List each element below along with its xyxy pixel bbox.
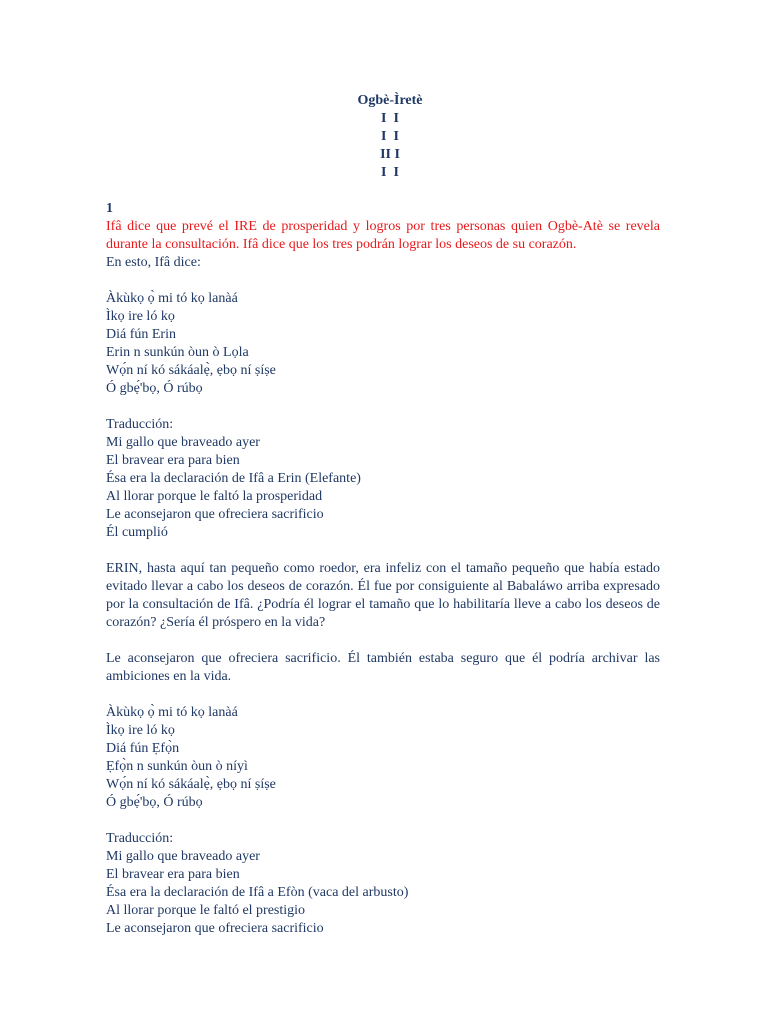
verse-line: Ó gbẹ́'bọ, Ó rúbọ: [106, 795, 203, 810]
translation-line: Mi gallo que braveado ayer: [106, 435, 260, 450]
translation-line: El bravear era para bien: [106, 867, 240, 882]
odu-mark-line: II I: [380, 147, 400, 162]
odu-title: Ogbè-Ìretè: [357, 93, 423, 108]
verse-line: Ó gbẹ́'bọ, Ó rúbọ: [106, 381, 203, 396]
verse-line: Diá fún Ẹfọ̀n: [106, 741, 180, 756]
narrative-paragraph: ERIN, hasta aquí tan pequeño como roedor, era infeliz con el tamaño pequeño que había estado evitado llevar a cabo los deseos de corazón. Él fue por consiguiente al Babaláwo arriba expresado por la consultación de Ifâ. ¿Podría él lograr el tamaño que lo habilitaría lleve a cabo los deseos de corazón? ¿Sería él próspero en la vida?: [106, 561, 660, 630]
translation-line: Al llorar porque le faltó el prestigio: [106, 903, 306, 918]
translation-label: Traducción:: [106, 831, 174, 846]
translation-label: Traducción:: [106, 417, 174, 432]
intro-paragraph: Ifâ dice que prevé el IRE de prosperidad y logros por tres personas quien Ogbè-Atè se revela durante la consultación. Ifâ dice que los tres podrán lograr los deseos de su corazón.: [106, 219, 660, 252]
translation-line: Le aconsejaron que ofreciera sacrificio: [106, 507, 324, 522]
verse-block-2: [106, 704, 660, 812]
translation-line: El bravear era para bien: [106, 453, 240, 468]
verse-line: Wọ́n ní kó sákáalẹ̀, ẹbọ ní ṣíṣe: [106, 777, 276, 792]
verse-line: Ìkọ ire ló kọ: [106, 309, 175, 324]
odu-mark-line: I I: [381, 111, 399, 126]
odu-header: [0, 92, 768, 182]
intro-lead-in: En esto, Ifâ dice:: [106, 255, 201, 270]
document-body: [106, 200, 660, 938]
verse-block-1: [106, 290, 660, 398]
verse-line: Diá fún Erin: [106, 327, 176, 342]
translation-line: Él cumplió: [106, 525, 168, 540]
verse-line: Ìkọ ire ló kọ: [106, 723, 175, 738]
narrative-paragraph: Le aconsejaron que ofreciera sacrificio. Él también estaba seguro que él podría archivar las ambiciones en la vida.: [106, 651, 660, 684]
translation-line: Ésa era la declaración de Ifâ a Erin (Elefante): [106, 471, 361, 486]
odu-mark-line: I I: [381, 165, 399, 180]
verse-line: Ẹfọ̀n n sunkún òun ò níyì: [106, 759, 248, 774]
translation-line: Le aconsejaron que ofreciera sacrificio: [106, 921, 324, 936]
translation-line: Al llorar porque le faltó la prosperidad: [106, 489, 323, 504]
translation-block-1: [106, 416, 660, 542]
translation-block-2: [106, 830, 660, 938]
section-number: 1: [106, 201, 113, 216]
translation-line: Mi gallo que braveado ayer: [106, 849, 260, 864]
verse-line: Erin n sunkún òun ò Lọla: [106, 345, 249, 360]
verse-line: Àkùkọ ọ̀ mi tó kọ lanàá: [106, 291, 238, 306]
odu-mark-line: I I: [381, 129, 399, 144]
translation-line: Ésa era la declaración de Ifâ a Efòn (vaca del arbusto): [106, 885, 409, 900]
verse-line: Àkùkọ ọ̀ mi tó kọ lanàá: [106, 705, 238, 720]
verse-line: Wọ́n ní kó sákáalẹ̀, ẹbọ ní ṣíṣe: [106, 363, 276, 378]
